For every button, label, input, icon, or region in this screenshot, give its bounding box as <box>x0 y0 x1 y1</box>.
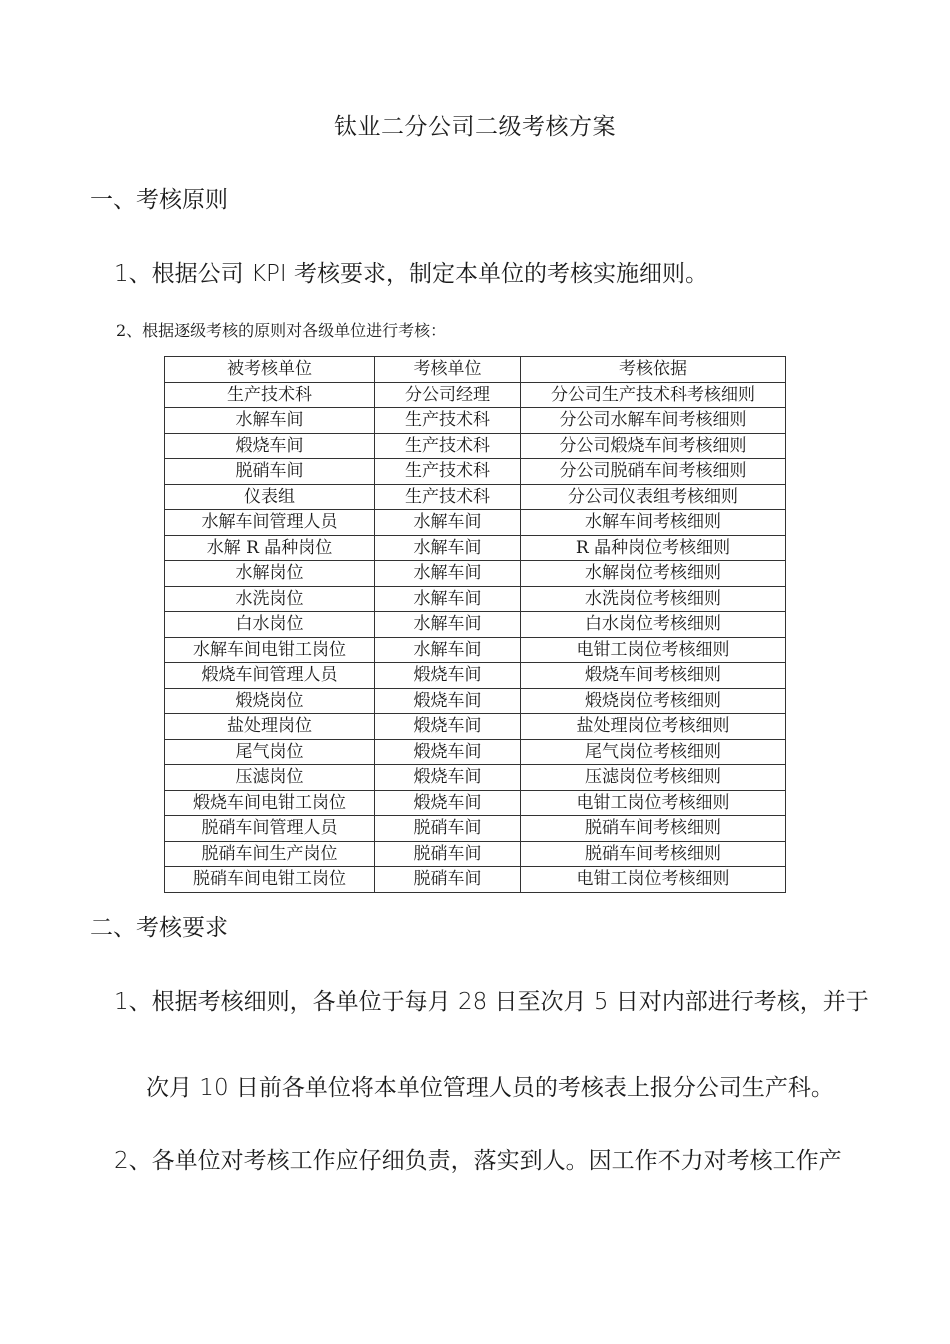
table-row <box>165 382 786 408</box>
cell-assessment-basis: 分公司仪表组考核细则 <box>521 484 786 510</box>
cell-assessing-unit: 生产技术科 <box>375 484 521 510</box>
cell-assessing-unit: 煅烧车间 <box>375 663 521 689</box>
cell-assessing-unit: 水解车间 <box>375 510 521 536</box>
table-row <box>165 790 786 816</box>
cell-assessing-unit: 脱硝车间 <box>375 816 521 842</box>
cell-assessment-basis: 脱硝车间考核细则 <box>521 816 786 842</box>
cell-assessment-basis: 电钳工岗位考核细则 <box>521 790 786 816</box>
cell-assessed-unit: 煅烧车间电钳工岗位 <box>165 790 375 816</box>
cell-assessment-basis: 水解岗位考核细则 <box>521 561 786 587</box>
cell-assessed-unit: 盐处理岗位 <box>165 714 375 740</box>
cell-assessment-basis: R 晶种岗位考核细则 <box>521 535 786 561</box>
table-row <box>165 561 786 587</box>
table-row <box>165 867 786 893</box>
cell-assessment-basis: 压滤岗位考核细则 <box>521 765 786 791</box>
cell-assessment-basis: 脱硝车间考核细则 <box>521 841 786 867</box>
cell-assessment-basis: 尾气岗位考核细则 <box>521 739 786 765</box>
cell-assessing-unit: 脱硝车间 <box>375 841 521 867</box>
cell-assessed-unit: 白水岗位 <box>165 612 375 638</box>
table-row <box>165 765 786 791</box>
cell-assessing-unit: 生产技术科 <box>375 408 521 434</box>
table-body <box>165 382 786 892</box>
table-row <box>165 510 786 536</box>
cell-assessment-basis: 分公司水解车间考核细则 <box>521 408 786 434</box>
table-row <box>165 459 786 485</box>
table-row <box>165 612 786 638</box>
header-assessing-unit: 考核单位 <box>375 357 521 383</box>
cell-assessing-unit: 水解车间 <box>375 586 521 612</box>
cell-assessment-basis: 白水岗位考核细则 <box>521 612 786 638</box>
table-row <box>165 637 786 663</box>
cell-assessed-unit: 水解车间管理人员 <box>165 510 375 536</box>
table-row <box>165 841 786 867</box>
cell-assessing-unit: 水解车间 <box>375 561 521 587</box>
table-row <box>165 739 786 765</box>
cell-assessed-unit: 水解车间 <box>165 408 375 434</box>
cell-assessing-unit: 生产技术科 <box>375 433 521 459</box>
cell-assessed-unit: 仪表组 <box>165 484 375 510</box>
cell-assessed-unit: 水解车间电钳工岗位 <box>165 637 375 663</box>
cell-assessed-unit: 尾气岗位 <box>165 739 375 765</box>
cell-assessment-basis: 分公司煅烧车间考核细则 <box>521 433 786 459</box>
section-heading-requirements: 二、考核要求 <box>90 915 228 941</box>
cell-assessed-unit: 水解 R 晶种岗位 <box>165 535 375 561</box>
cell-assessed-unit: 水解岗位 <box>165 561 375 587</box>
table-row <box>165 816 786 842</box>
cell-assessing-unit: 煅烧车间 <box>375 739 521 765</box>
principle-item-1: 1、根据公司 KPI 考核要求，制定本单位的考核实施细则。 <box>114 261 708 287</box>
cell-assessment-basis: 盐处理岗位考核细则 <box>521 714 786 740</box>
cell-assessment-basis: 电钳工岗位考核细则 <box>521 637 786 663</box>
table-row <box>165 433 786 459</box>
cell-assessing-unit: 煅烧车间 <box>375 790 521 816</box>
cell-assessment-basis: 水解车间考核细则 <box>521 510 786 536</box>
cell-assessing-unit: 水解车间 <box>375 637 521 663</box>
table-row <box>165 408 786 434</box>
cell-assessing-unit: 煅烧车间 <box>375 765 521 791</box>
requirement-item-2-line-1: 2、各单位对考核工作应仔细负责，落实到人。因工作不力对考核工作产 <box>114 1148 842 1174</box>
header-assessment-basis: 考核依据 <box>521 357 786 383</box>
cell-assessed-unit: 脱硝车间生产岗位 <box>165 841 375 867</box>
table-row <box>165 714 786 740</box>
cell-assessing-unit: 分公司经理 <box>375 382 521 408</box>
cell-assessed-unit: 煅烧车间管理人员 <box>165 663 375 689</box>
cell-assessed-unit: 水洗岗位 <box>165 586 375 612</box>
cell-assessment-basis: 煅烧车间考核细则 <box>521 663 786 689</box>
header-assessed-unit: 被考核单位 <box>165 357 375 383</box>
table-header-row <box>165 357 786 383</box>
cell-assessed-unit: 压滤岗位 <box>165 765 375 791</box>
cell-assessed-unit: 煅烧岗位 <box>165 688 375 714</box>
requirement-item-1-line-2: 次月 10 日前各单位将本单位管理人员的考核表上报分公司生产科。 <box>146 1075 834 1101</box>
page-title: 钛业二分公司二级考核方案 <box>334 114 616 140</box>
cell-assessing-unit: 生产技术科 <box>375 459 521 485</box>
cell-assessed-unit: 脱硝车间 <box>165 459 375 485</box>
cell-assessment-basis: 水洗岗位考核细则 <box>521 586 786 612</box>
cell-assessed-unit: 脱硝车间管理人员 <box>165 816 375 842</box>
cell-assessing-unit: 水解车间 <box>375 535 521 561</box>
cell-assessing-unit: 水解车间 <box>375 612 521 638</box>
section-heading-principles: 一、考核原则 <box>90 187 228 213</box>
table-row <box>165 484 786 510</box>
cell-assessed-unit: 脱硝车间电钳工岗位 <box>165 867 375 893</box>
cell-assessment-basis: 煅烧岗位考核细则 <box>521 688 786 714</box>
cell-assessing-unit: 煅烧车间 <box>375 688 521 714</box>
table-row <box>165 688 786 714</box>
cell-assessed-unit: 生产技术科 <box>165 382 375 408</box>
table-row <box>165 663 786 689</box>
cell-assessment-basis: 电钳工岗位考核细则 <box>521 867 786 893</box>
cell-assessed-unit: 煅烧车间 <box>165 433 375 459</box>
table-row <box>165 535 786 561</box>
cell-assessment-basis: 分公司生产技术科考核细则 <box>521 382 786 408</box>
principle-item-2: 2、根据逐级考核的原则对各级单位进行考核： <box>116 321 447 340</box>
assessment-table <box>164 356 786 893</box>
requirement-item-1-line-1: 1、根据考核细则，各单位于每月 28 日至次月 5 日对内部进行考核，并于 <box>114 989 869 1015</box>
cell-assessing-unit: 煅烧车间 <box>375 714 521 740</box>
cell-assessment-basis: 分公司脱硝车间考核细则 <box>521 459 786 485</box>
table-row <box>165 586 786 612</box>
cell-assessing-unit: 脱硝车间 <box>375 867 521 893</box>
